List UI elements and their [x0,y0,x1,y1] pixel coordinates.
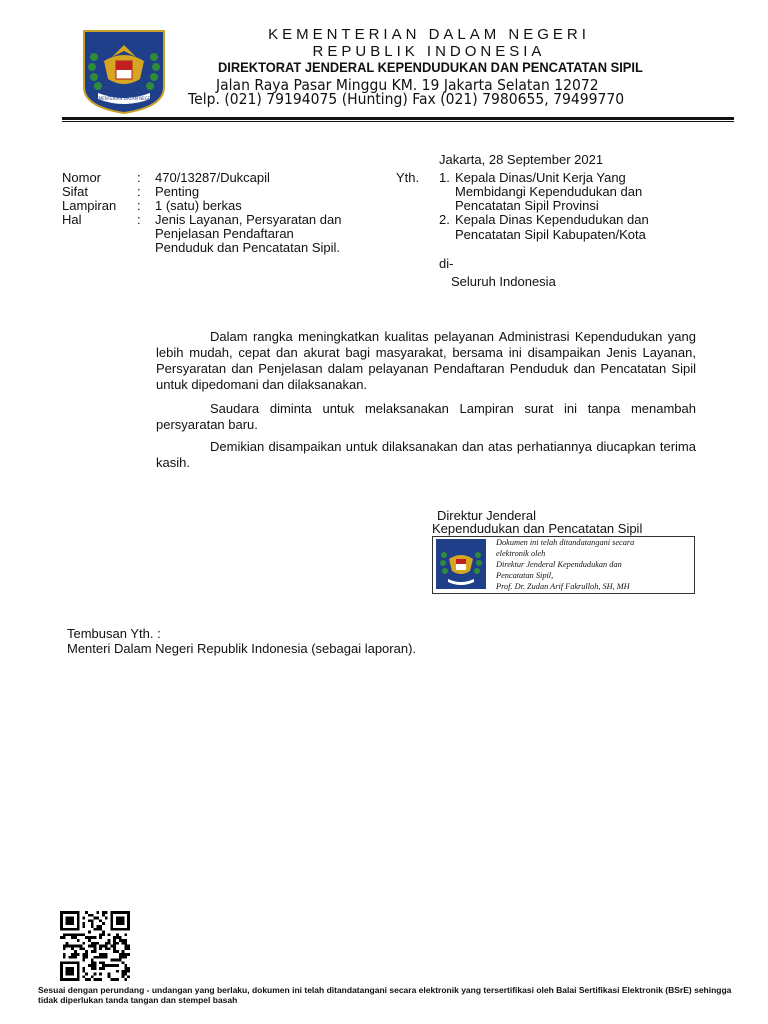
meta-value-hal-cont: Penjelasan Pendaftaran [155,226,294,241]
meta-value-nomor: 470/13287/Dukcapil [155,170,270,185]
recipient-num: 1. [439,170,450,185]
body-paragraph: Demikian disampaikan untuk dilaksanakan dan atas perhatiannya diucapkan terima kasih. [156,439,696,470]
signature-title: Kependudukan dan Pencatatan Sipil [432,521,643,536]
e-signature-line: Prof. Dr. Zudan Arif Fakrulloh, SH, MH [496,582,630,591]
recipient-line: Pencatatan Sipil Provinsi [455,198,599,213]
svg-text:KEMENTERIAN DALAM NEGERI: KEMENTERIAN DALAM NEGERI [93,96,155,101]
letterhead-phone: Telp. (021) 79194075 (Hunting) Fax (021) 7980655, 79499770 [188,90,625,108]
recipient-line: Membidangi Kependudukan dan [455,184,643,199]
body-paragraph: Dalam rangka meningkatkan kualitas pelayanan Administrasi Kependudukan yang lebih mudah, cepat dan akurat bagi masyarakat, bersama ini disampaikan Jenis Layanan, Persyaratan dan Penjelasan dalam pelayanan Pendaftaran Penduduk dan Pencatatan Sipil untuk dipedomani dan dilaksanakan. [156,329,696,392]
recipient-line: Kepala Dinas Kependudukan dan [455,212,649,227]
e-signature-line: Pencatatan Sipil, [496,571,554,580]
letter-date: Jakarta, 28 September 2021 [439,152,604,167]
qr-code-icon [60,911,130,981]
meta-label-nomor: Nomor [62,170,102,185]
meta-colon: : [137,212,141,227]
meta-value-lampiran: 1 (satu) berkas [155,198,242,213]
letterhead-country: REPUBLIK INDONESIA [312,43,546,60]
cc-item: Menteri Dalam Negeri Republik Indonesia (sebagai laporan). [67,641,417,656]
meta-label-hal: Hal [62,212,82,227]
recipient-di: di- [439,256,454,271]
letterhead-address: Jalan Raya Pasar Minggu KM. 19 Jakarta Selatan 12072 [216,76,599,94]
e-signature-line: elektronik oleh [496,549,546,558]
meta-label-lampiran: Lampiran [62,198,117,213]
meta-colon: : [137,198,141,213]
cc-title: Tembusan Yth. : [67,626,161,641]
recipient-num: 2. [439,212,450,227]
garuda-emblem-icon [436,539,486,589]
meta-label-sifat: Sifat [62,184,89,199]
recipient-place: Seluruh Indonesia [451,274,556,289]
meta-value-hal: Jenis Layanan, Persyaratan dan [155,212,342,227]
meta-value-hal-cont: Penduduk dan Pencatatan Sipil. [155,240,341,255]
letterhead-ministry: KEMENTERIAN DALAM NEGERI [268,26,590,43]
e-signature-line: Direktur Jenderal Kependudukan dan [496,560,622,569]
meta-colon: : [137,184,141,199]
recipient-line: Kepala Dinas/Unit Kerja Yang [455,170,626,185]
signature-title: Direktur Jenderal [437,508,536,523]
meta-colon: : [137,170,141,185]
recipient-line: Pencatatan Sipil Kabupaten/Kota [455,227,646,242]
e-signature-text [496,537,692,592]
e-signature-line: Dokumen ini telah ditandatangani secara [496,538,635,547]
recipient-yth: Yth. [396,170,420,185]
letterhead-divider-thin [62,121,734,122]
footer-disclaimer: Sesuai dengan perundang - undangan yang berlaku, dokumen ini telah ditandatangani secara elektronik yang tersertifikasi oleh Balai Sertifikasi Elektronik (BSrE) sehingga tidak diperlukan tanda tangan dan stempel basah [38,985,732,1005]
letterhead-directorate: DIREKTORAT JENDERAL KEPENDUDUKAN DAN PENCATATAN SIPIL [218,59,643,75]
letterhead-divider [62,117,734,120]
meta-value-sifat: Penting [155,184,200,199]
body-paragraph: Saudara diminta untuk melaksanakan Lampiran surat ini tanpa menambah persyaratan baru. [156,401,696,432]
